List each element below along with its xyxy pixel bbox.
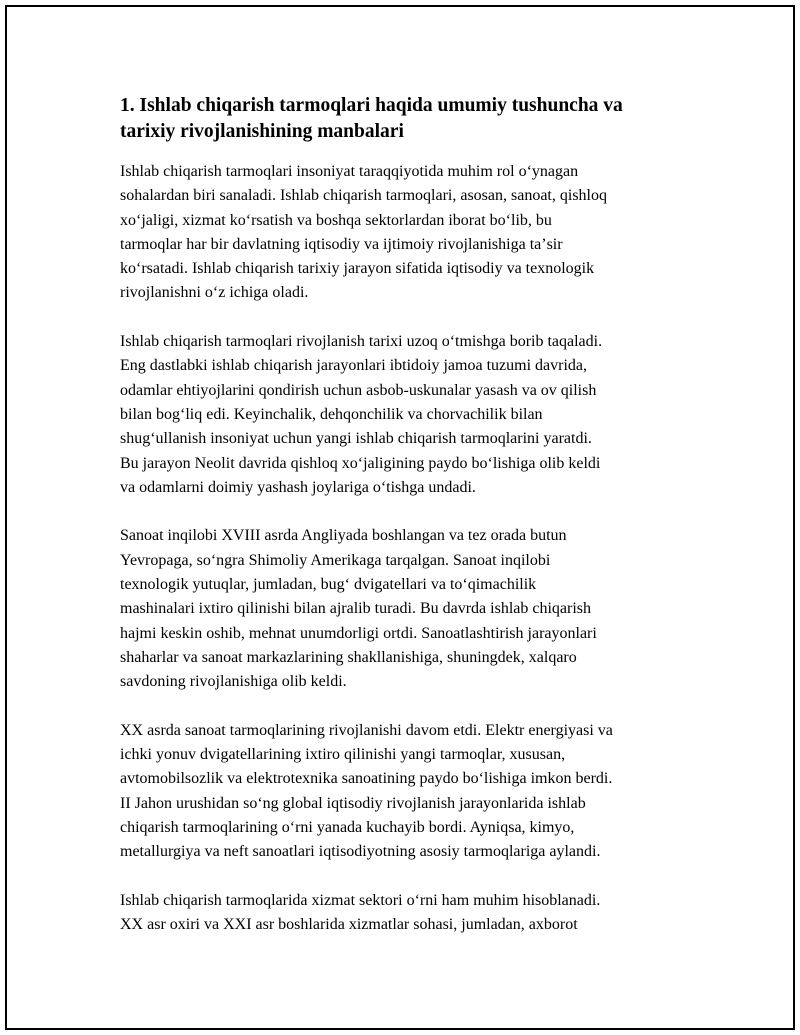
text-line: Bu jarayon Neolit davrida qishloq xoʻjaligining paydo boʻlishiga olib keldi	[120, 454, 601, 472]
text-line: tarmoqlar har bir davlatning iqtisodiy va ijtimoiy rivojlanishiga taʼsir	[120, 235, 563, 253]
text-line: Yevropaga, soʻngra Shimoliy Amerikaga tarqalgan. Sanoat inqilobi	[120, 551, 551, 569]
text-line: Ishlab chiqarish tarmoqlarida xizmat sektori oʻrni ham muhim hisoblanadi.	[120, 891, 601, 909]
text-line: mashinalari ixtiro qilinishi bilan ajralib turadi. Bu davrda ishlab chiqarish	[120, 600, 592, 618]
text-line: rivojlanishni oʻz ichiga oladi.	[120, 284, 309, 302]
page-frame	[5, 5, 795, 1030]
text-line: XX asr oxiri va XXI asr boshlarida xizmatlar sohasi, jumladan, axborot	[120, 916, 578, 934]
text-line: Eng dastlabki ishlab chiqarish jarayonlari ibtidoiy jamoa tuzumi davrida,	[120, 357, 587, 375]
text-line: shugʻullanish insoniyat uchun yangi ishlab chiqarish tarmoqlarini yaratdi.	[120, 430, 592, 448]
text-line: chiqarish tarmoqlarining oʻrni yanada kuchayib bordi. Ayniqsa, kimyo,	[120, 819, 575, 837]
text-line: koʻrsatadi. Ishlab chiqarish tarixiy jarayon sifatida iqtisodiy va texnologik	[120, 260, 595, 278]
text-line: II Jahon urushidan soʻng global iqtisodiy rivojlanish jarayonlarida ishlab	[120, 794, 586, 812]
text-line: va odamlarni doimiy yashash joylariga oʻtishga undadi.	[120, 478, 476, 496]
text-line: bilan bogʻliq edi. Keyinchalik, dehqonchilik va chorvachilik bilan	[120, 405, 543, 423]
text-line: avtomobilsozlik va elektrotexnika sanoatining paydo boʻlishiga imkon berdi.	[120, 770, 613, 788]
paragraph-history	[120, 330, 700, 500]
text-line: savdoning rivojlanishiga olib keldi.	[120, 673, 347, 691]
text-line: Ishlab chiqarish tarmoqlari insoniyat taraqqiyotida muhim rol oʻynagan	[120, 163, 579, 180]
paragraph-service-sector	[120, 889, 700, 938]
section-heading	[120, 93, 700, 145]
text-line: XX asrda sanoat tarmoqlarining rivojlanishi davom etdi. Elektr energiyasi va	[120, 721, 613, 739]
text-line: texnologik yutuqlar, jumladan, bugʻ dvigatellari va toʻqimachilik	[120, 576, 537, 594]
text-line: Ishlab chiqarish tarmoqlari rivojlanish tarixi uzoq oʻtmishga borib taqaladi.	[120, 333, 603, 351]
text-line: xoʻjaligi, xizmat koʻrsatish va boshqa sektorlardan iborat boʻlib, bu	[120, 211, 552, 229]
text-line: hajmi keskin oshib, mehnat unumdorligi ortdi. Sanoatlashtirish jarayonlari	[120, 624, 597, 642]
text-line: odamlar ehtiyojlarini qondirish uchun asbob-uskunalar yasash va ov qilish	[120, 381, 597, 399]
heading-line: tarixiy rivojlanishining manbalari	[120, 121, 404, 142]
text-line: Sanoat inqilobi XVIII asrda Angliyada boshlangan va tez orada butun	[120, 527, 567, 545]
text-line: shaharlar va sanoat markazlarining shakllanishiga, shuningdek, xalqaro	[120, 648, 577, 666]
paragraph-industrial-revolution	[120, 524, 700, 694]
paragraph-twentieth-century	[120, 719, 700, 865]
text-line: metallurgiya va neft sanoatlari iqtisodiyotning asosiy tarmoqlariga aylandi.	[120, 843, 601, 861]
heading-line: 1. Ishlab chiqarish tarmoqlari haqida umumiy tushuncha va	[120, 95, 623, 116]
paragraph-intro	[120, 160, 700, 306]
document-body	[120, 93, 700, 938]
text-line: sohalardan biri sanaladi. Ishlab chiqarish tarmoqlari, asosan, sanoat, qishloq	[120, 187, 607, 205]
text-line: ichki yonuv dvigatellarining ixtiro qilinishi yangi tarmoqlar, xususan,	[120, 746, 566, 764]
